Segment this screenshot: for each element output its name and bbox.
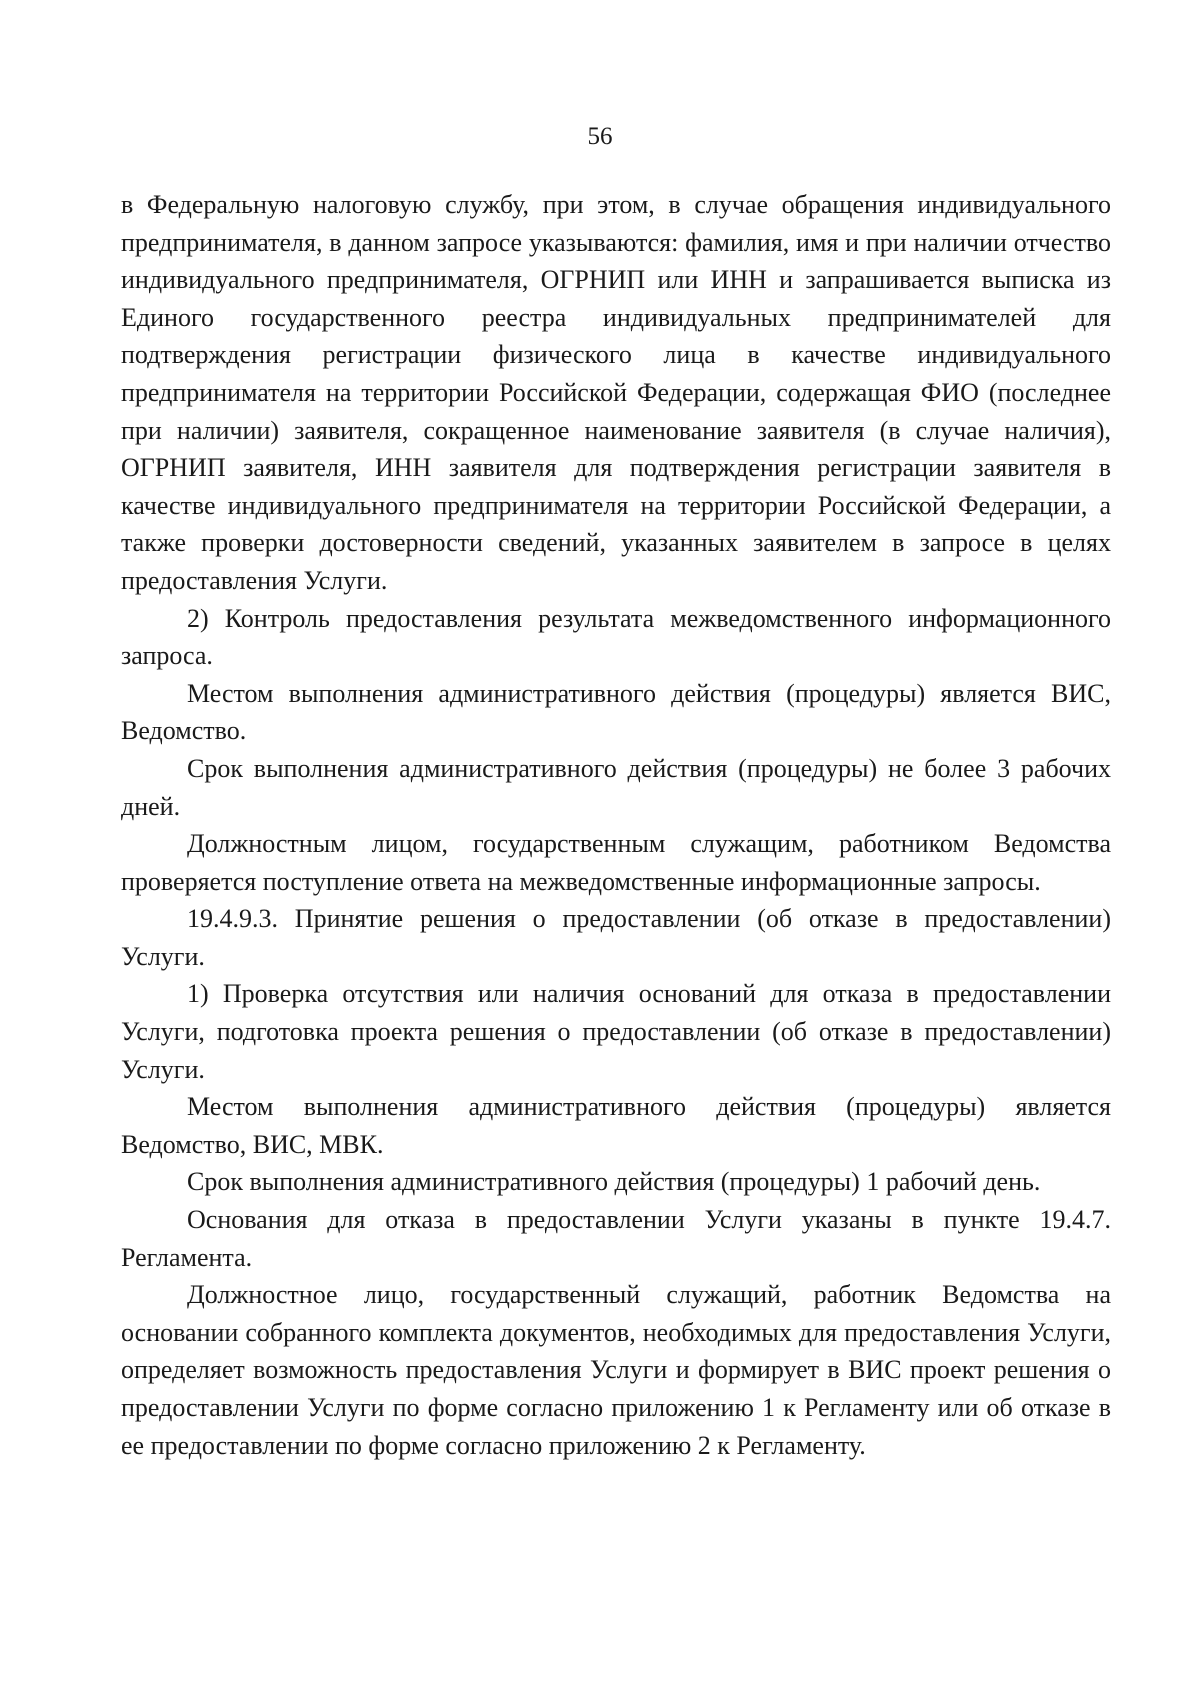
paragraph-response-check: Должностным лицом, государственным служащим, работником Ведомства проверяется поступление ответа на межведомственные информационные запросы.	[121, 829, 1111, 896]
paragraph-execution-term: Срок выполнения административного действия (процедуры) не более 3 рабочих дней.	[121, 753, 1111, 821]
paragraph-place-of-execution-2: Местом выполнения административного действия (процедуры) является Ведомство, ВИС, МВК.	[121, 1092, 1111, 1159]
paragraph-execution-term-2: Срок выполнения административного действия (процедуры) 1 рабочий день.	[187, 1167, 1041, 1197]
paragraph-decision-draft: Должностное лицо, государственный служащий, работник Ведомства на основании собранного комплекта документов, необходимых для предоставления Услуги, определяет возможность предоставления Услуги и формирует в ВИС проект решения о предоставлении Услуги по форме согласно приложению 1 к Регламенту или об отказе в ее предоставлении по форме согласно приложению 2 к Регламенту.	[121, 1280, 1111, 1460]
paragraph-verification-step: 1) Проверка отсутствия или наличия оснований для отказа в предоставлении Услуги, подготовка проекта решения о предоставлении (об отказе в предоставлении) Услуги.	[121, 979, 1111, 1084]
page-number: 56	[587, 123, 613, 150]
paragraph-section-heading: 19.4.9.3. Принятие решения о предоставлении (об отказе в предоставлении) Услуги.	[121, 904, 1111, 971]
paragraph-refusal-grounds: Основания для отказа в предоставлении Услуги указаны в пункте 19.4.7. Регламента.	[121, 1205, 1111, 1272]
paragraph-continuation: в Федеральную налоговую службу, при этом, в случае обращения индивидуального предпринимателя, в данном запросе указываются: фамилия, имя и при наличии отчество индивидуального предпринимателя, ОГРНИП или ИНН и запрашивается выписка из Единого государственного реестра индивидуальных предпринимателей для подтверждения регистрации физического лица в качестве индивидуального предпринимателя на территории Российской Федерации, содержащая ФИО (последнее при наличии) заявителя, сокращенное наименование заявителя (в случае наличия), ОГРНИП заявителя, ИНН заявителя для подтверждения регистрации заявителя в качестве индивидуального предпринимателя на территории Российской Федерации, а также проверки достоверности сведений, указанных заявителем в запросе в целях предоставления Услуги.	[121, 190, 1111, 595]
paragraph-place-of-execution: Местом выполнения административного действия (процедуры) является ВИС, Ведомство.	[121, 678, 1111, 746]
paragraph-control-step: 2) Контроль предоставления результата межведомственного информационного запроса.	[121, 603, 1111, 671]
document-body	[121, 186, 1111, 1464]
